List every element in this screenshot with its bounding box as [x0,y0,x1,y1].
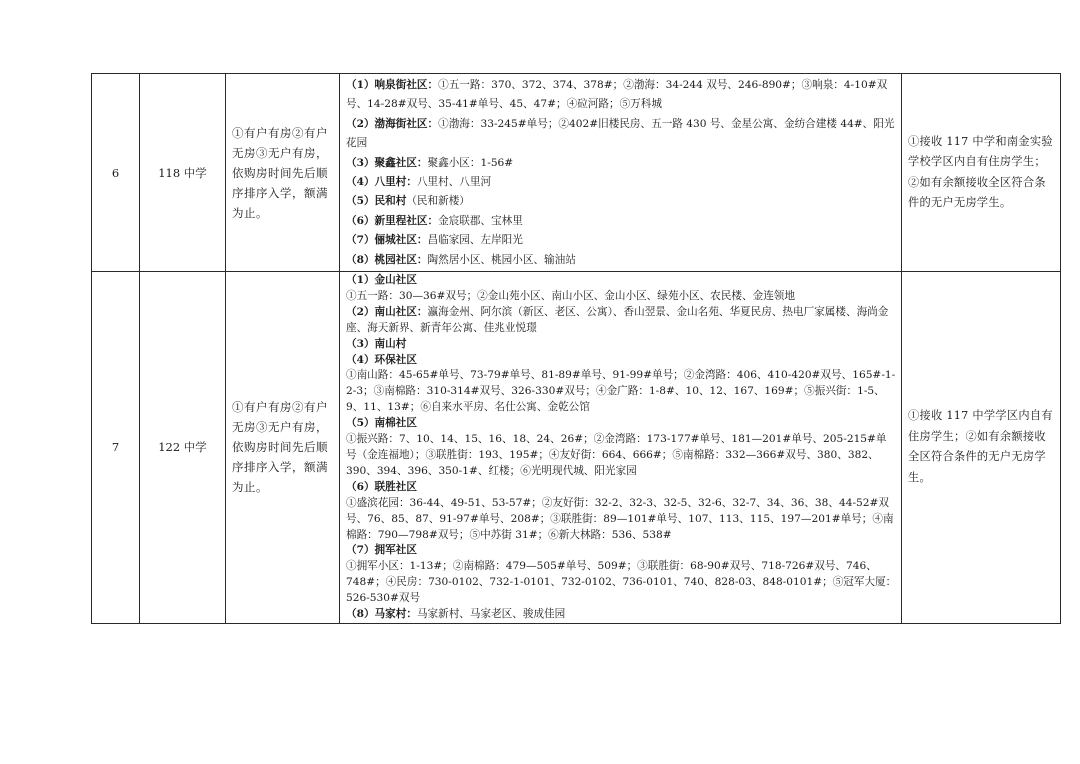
area-section-body: ①渤海：33-245#单号；②402#旧楼民房、五一路 430 号、金星公寓、金纺合建楼 44#、阳光花园 [346,117,895,150]
area-section-body: ①振兴路：7、10、14、15、16、18、24、26#；②金湾路：173-177#单号、181—201#单号、205-215#单号（金连福地）；③联胜街：193、195#；④友好街：664、666#；⑤南棉路：332—366#双号、380、382、390、394、396、350-1#、红楼；⑥光明现代城、阳光家园 [346,433,887,477]
area-section [346,273,897,305]
area-section-body: 八里村、八里河 [416,176,492,188]
area-section [346,192,897,211]
area-section-head: （4）环保社区 [346,353,417,366]
area-section-body: （民和新楼） [406,195,470,208]
note: ①接收 117 中学学区内自有住房学生；②如有余额接收全区符合条件的无户无房学生。 [902,272,1061,624]
area-section [346,154,897,173]
area-list [340,272,902,624]
area-section-body: 瀛海金州、阿尔滨（新区、老区、公寓）、香山翌景、金山名苑、华夏民房、热电厂家属楼、海尚金座、海天新界、新青年公寓、佳兆业悦璟 [346,305,889,334]
area-section-head: （5）民和村 [346,195,407,208]
admission-rule: ①有户有房②有户无房③无户有房，依购房时间先后顺序排序入学，额满为止。 [226,74,340,272]
area-section [346,231,897,250]
row-index: 6 [92,74,140,272]
area-section-head: （5）南棉社区 [346,417,417,430]
note: ①接收 117 中学和南金实验学校学区内自有住房学生；②如有余额接收全区符合条件的无户无房学生。 [902,74,1061,272]
area-section-head: （3）南山村 [346,337,407,350]
area-section [346,543,897,607]
area-section [346,305,897,337]
area-section [346,173,897,192]
area-section-head: （8）马家村： [346,608,417,621]
area-section-body: ①南山路：45-65#单号、73-79#单号、81-89#单号、91-99#单号；②金湾路：406、410-420#双号、165#-1-2-3；③南棉路：310-314#双号、326-330#双号；④金广路：1-8#、10、12、167、169#；⑤振兴街：1-5、9、11、13#；⑥自来水平房、名仕公寓、金乾公馆 [346,369,896,414]
area-list [340,74,902,272]
table-row [92,272,1061,624]
area-section-head: （2）南山社区： [346,305,428,318]
area-section [346,76,897,115]
area-section-body: 昌临家园、左岸阳光 [427,234,523,247]
area-section-head: （4）八里村： [346,176,417,188]
area-section [346,212,897,231]
area-section-head: （8）桃园社区： [346,253,428,266]
area-section-body: 陶然居小区、桃园小区、输油站 [427,253,576,266]
admission-rule: ①有户有房②有户无房③无户有房，依购房时间先后顺序排序入学，额满为止。 [226,272,340,624]
area-section [346,607,897,623]
area-section-head: （7）俪城社区： [346,234,428,247]
area-section-head: （2）渤海街社区： [346,117,439,130]
enrollment-table [91,73,1061,624]
area-section-body: ①五一路：370、372、374、378#；②渤海：34-244 双号、246-890#；③响泉：4-10#双号、14-28#双号、35-41#单号、45、47#；④砬河路；⑤万科城 [346,78,888,111]
area-section-body: ①拥军小区：1-13#；②南棉路：479—505#单号、509#；③联胜街：68-90#双号、718-726#双号、746、748#；④民房：730-0102、732-1-0101、732-0102、736-0101、740、828-03、848-0101#；⑤冠军大厦：526-530#双号 [346,560,897,605]
area-section [346,115,897,154]
area-section-head: （7）拥军社区 [346,544,417,557]
area-section [346,480,897,544]
area-section-head: （3）聚鑫社区： [346,156,428,169]
area-section-head: （1）金山社区 [346,274,417,286]
area-section [346,251,897,270]
area-section-body: 金宸联郡、宝林里 [438,214,523,227]
area-section-head: （1）响泉街社区： [346,78,439,91]
area-section-body: ①五一路：30—36#双号；②金山苑小区、南山小区、金山小区、绿苑小区、农民楼、金连领地 [346,289,795,302]
row-index: 7 [92,272,140,624]
area-section [346,416,897,480]
area-section-body: 聚鑫小区：1-56# [427,156,514,169]
area-section [346,337,897,353]
area-section [346,353,897,417]
table-row [92,74,1061,272]
area-section-head: （6）联胜社区 [346,480,417,493]
area-section-body: 马家新村、马家老区、骏成佳园 [416,608,566,621]
school-name: 122 中学 [140,272,226,624]
area-section-head: （6）新里程社区： [346,214,439,227]
school-name: 118 中学 [140,74,226,272]
area-section-body: ①盛滨花园：36-44、49-51、53-57#；②友好街：32-2、32-3、32-5、32-6、32-7、34、36、38、44-52#双号、76、85、87、91-97#单号、208#；③联胜街：89—101#单号、107、113、115、197—201#单号；④南棉路：790—798#双号；⑤中苏街 31#；⑥新大林路：536、538# [346,496,894,541]
